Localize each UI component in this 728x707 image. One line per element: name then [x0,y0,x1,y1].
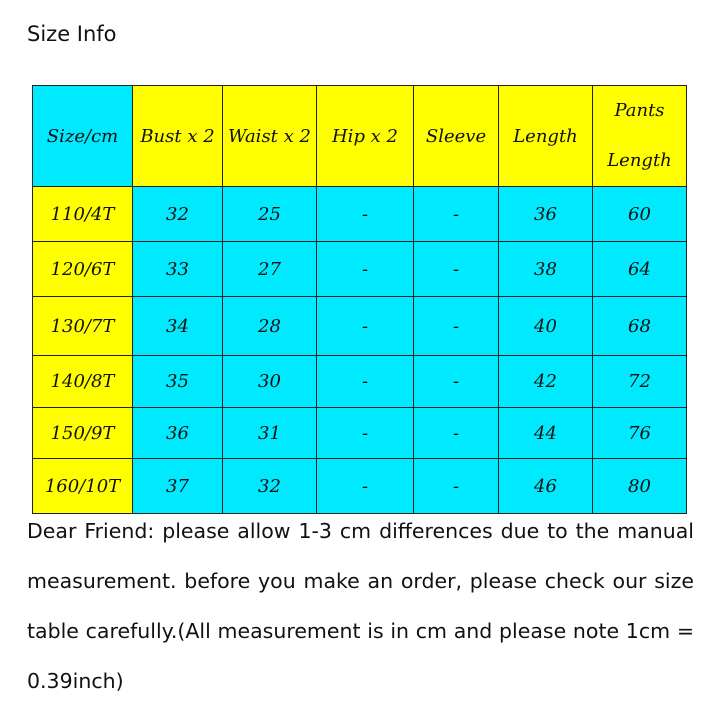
table-row [33,408,687,459]
waist-cell: 30 [223,356,317,408]
bust-cell: 37 [133,459,223,514]
page-title: Size Info [27,22,117,46]
pants-length-cell: 76 [593,408,687,459]
waist-cell: 31 [223,408,317,459]
hip-cell: - [317,242,414,297]
hip-cell: - [317,187,414,242]
header-pants-length [593,86,687,187]
waist-cell: 25 [223,187,317,242]
size-cell: 140/8T [33,356,133,408]
size-table [32,85,687,514]
sleeve-cell: - [414,408,499,459]
size-cell: 120/6T [33,242,133,297]
waist-cell: 28 [223,297,317,356]
bust-cell: 36 [133,408,223,459]
waist-cell: 32 [223,459,317,514]
hip-cell: - [317,297,414,356]
table-row [33,297,687,356]
size-cell: 110/4T [33,187,133,242]
header-bust: Bust x 2 [133,86,223,187]
bust-cell: 35 [133,356,223,408]
bust-cell: 33 [133,242,223,297]
header-hip: Hip x 2 [317,86,414,187]
bust-cell: 32 [133,187,223,242]
hip-cell: - [317,459,414,514]
table-row [33,187,687,242]
length-cell: 36 [499,187,593,242]
header-size: Size/cm [33,86,133,187]
sleeve-cell: - [414,187,499,242]
sleeve-cell: - [414,242,499,297]
pants-length-cell: 80 [593,459,687,514]
header-waist: Waist x 2 [223,86,317,187]
pants-length-cell: 64 [593,242,687,297]
bust-cell: 34 [133,297,223,356]
hip-cell: - [317,408,414,459]
length-cell: 46 [499,459,593,514]
size-cell: 160/10T [33,459,133,514]
table-row [33,356,687,408]
length-cell: 40 [499,297,593,356]
size-cell: 150/9T [33,408,133,459]
pants-length-cell: 60 [593,187,687,242]
pants-length-cell: 72 [593,356,687,408]
header-pants-line2: Length [607,150,672,171]
sleeve-cell: - [414,297,499,356]
table-header-row [33,86,687,187]
pants-length-cell: 68 [593,297,687,356]
size-cell: 130/7T [33,297,133,356]
measurement-note: Dear Friend: please allow 1-3 cm differences due to the manual measurement. before you make an order, please check our size table carefully.(All measurement is in cm and please note 1cm = 0.39inch) [27,519,694,693]
length-cell: 44 [499,408,593,459]
sleeve-cell: - [414,356,499,408]
header-length: Length [499,86,593,187]
length-cell: 38 [499,242,593,297]
header-sleeve: Sleeve [414,86,499,187]
sleeve-cell: - [414,459,499,514]
length-cell: 42 [499,356,593,408]
waist-cell: 27 [223,242,317,297]
table-row [33,242,687,297]
hip-cell: - [317,356,414,408]
header-pants-line1: Pants [614,100,665,121]
